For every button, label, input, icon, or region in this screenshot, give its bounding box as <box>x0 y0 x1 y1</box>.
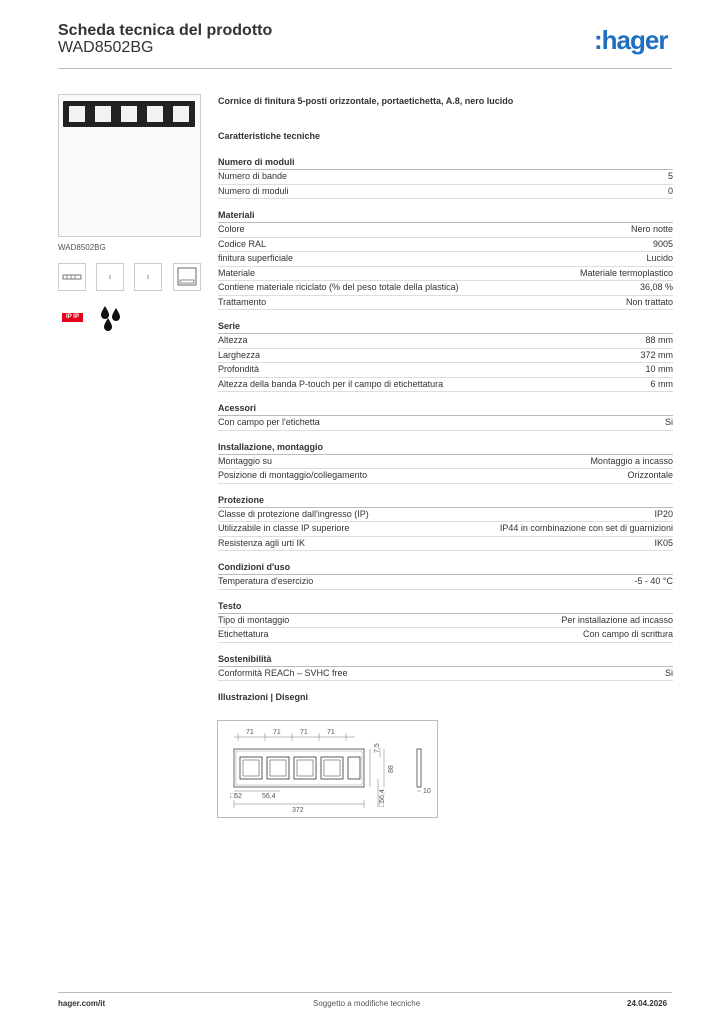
line-icon <box>96 263 124 291</box>
spec-value: 6 mm <box>650 378 673 389</box>
spec-value: Montaggio a incasso <box>590 455 673 466</box>
inner-height-label: □56,4 <box>379 789 386 807</box>
spec-label: Altezza della banda P-touch per il campo di etichettatura <box>218 378 444 389</box>
header-divider <box>58 68 672 69</box>
spec-section <box>218 157 673 199</box>
spec-row <box>218 628 673 643</box>
section-title: Acessori <box>218 403 673 416</box>
spec-section <box>218 654 673 682</box>
product-ref-label: WAD8502BG <box>58 243 106 252</box>
spec-value: Orizzontale <box>627 470 673 480</box>
spec-value: 372 mm <box>640 349 673 360</box>
opening-width-label: □52 <box>230 793 243 800</box>
spec-value: Si <box>664 667 673 678</box>
inner-width-label: 56,4 <box>262 793 276 800</box>
section-title: Sostenibilità <box>218 654 673 667</box>
spec-label: Numero di moduli <box>218 185 289 196</box>
product-code: WAD8502BG <box>58 39 154 56</box>
spec-row <box>218 296 673 311</box>
spec-row <box>218 185 673 200</box>
page-title: Scheda tecnica del prodotto <box>58 22 273 39</box>
footer-site[interactable]: hager.com/it <box>58 999 106 1008</box>
spec-section <box>218 321 673 392</box>
depth-label: 10 <box>423 788 431 795</box>
spec-row <box>218 378 673 393</box>
spec-row <box>218 469 673 484</box>
spec-value: Con campo di scrittura <box>582 629 673 639</box>
spec-label: Utilizzabile in classe IP superiore <box>218 523 350 533</box>
spec-section <box>218 495 673 552</box>
product-image <box>58 94 201 237</box>
footer-date: 24.04.2026 <box>627 999 668 1008</box>
section-title: Condizioni d'uso <box>218 562 673 575</box>
spec-section <box>218 562 673 590</box>
section-title: Serie <box>218 321 673 334</box>
spec-value: 0 <box>667 185 673 196</box>
spec-value: 5 <box>667 171 673 181</box>
product-description: Cornice di finitura 5-posti orizzontale, portaetichetta, A.8, nero lucido <box>218 96 514 106</box>
frame-icon <box>173 263 201 291</box>
spec-section <box>218 210 673 310</box>
spec-row <box>218 508 673 523</box>
spec-label: Tipo di montaggio <box>218 614 290 625</box>
spacing-label-2: 71 <box>273 729 281 736</box>
spec-value: Materiale termoplastico <box>579 267 673 278</box>
spec-content <box>218 96 673 708</box>
spec-label: Numero di bande <box>218 171 288 181</box>
spec-label: Temperatura d'esercizio <box>218 576 314 586</box>
spacing-label-4: 71 <box>327 729 335 736</box>
spec-value: 10 mm <box>645 364 673 374</box>
spec-label: Classe di protezione dall'ingresso (IP) <box>218 508 369 519</box>
spec-row <box>218 522 673 537</box>
spec-row <box>218 614 673 629</box>
spec-value: 88 mm <box>645 335 673 345</box>
spec-value: IK05 <box>654 537 673 548</box>
spec-row <box>218 416 673 431</box>
spec-label: Conformità REACh – SVHC free <box>218 667 348 678</box>
spec-row <box>218 267 673 282</box>
spec-section <box>218 601 673 643</box>
width-label: 372 <box>292 807 304 814</box>
height-label: 88 <box>388 765 395 773</box>
spec-label: finitura superficiale <box>218 253 294 263</box>
spec-label: Con campo per l'etichetta <box>218 417 320 427</box>
spec-value: Non trattato <box>625 296 673 307</box>
section-title: Testo <box>218 601 673 614</box>
section-title: Materiali <box>218 210 673 223</box>
spec-row <box>218 281 673 296</box>
spec-value: Si <box>664 417 673 427</box>
spec-label: Materiale <box>218 267 256 278</box>
spec-row <box>218 667 673 682</box>
spec-value: -5 - 40 °C <box>634 576 673 586</box>
spec-label: Posizione di montaggio/collegamento <box>218 470 368 480</box>
spec-row <box>218 349 673 364</box>
spec-label: Colore <box>218 224 245 234</box>
spec-sections <box>218 157 673 681</box>
frame-picture <box>63 101 195 127</box>
spec-label: Contiene materiale riciclato (% del peso totale della plastica) <box>218 282 459 292</box>
ip-badge: IP IP <box>62 313 83 322</box>
spec-value: IP44 in combinazione con set di guarnizioni <box>499 523 673 533</box>
footer-divider <box>58 992 672 993</box>
hager-logo: :hager <box>594 25 668 55</box>
spec-label: Altezza <box>218 335 248 345</box>
illustrations-title: Illustrazioni | Disegni <box>218 692 309 702</box>
spec-value: 9005 <box>652 238 673 249</box>
spec-label: Larghezza <box>218 349 261 360</box>
tech-heading: Caratteristiche tecniche <box>218 131 321 141</box>
spec-row <box>218 170 673 185</box>
spacing-label-1: 71 <box>246 729 254 736</box>
section-title: Numero di moduli <box>218 157 673 170</box>
spec-label: Etichettatura <box>218 629 269 639</box>
water-drops-icon <box>96 302 126 332</box>
spec-value: Nero notte <box>630 224 673 234</box>
line-icon <box>134 263 162 291</box>
spec-value: IP20 <box>654 508 673 519</box>
dimension-drawing <box>217 720 438 818</box>
spec-row <box>218 455 673 470</box>
top-offset-label: 7,5 <box>374 743 381 753</box>
footer-note: Soggetto a modifiche tecniche <box>313 999 421 1008</box>
spec-row <box>218 363 673 378</box>
spec-row <box>218 537 673 552</box>
section-title: Installazione, montaggio <box>218 442 673 455</box>
spec-row <box>218 238 673 253</box>
spacing-label-3: 71 <box>300 729 308 736</box>
spec-label: Codice RAL <box>218 238 267 249</box>
spec-value: 36,08 % <box>639 282 673 292</box>
spec-section <box>218 442 673 484</box>
spec-section <box>218 403 673 431</box>
spec-label: Resistenza agli urti IK <box>218 537 306 548</box>
spec-label: Trattamento <box>218 296 267 307</box>
spec-row <box>218 575 673 590</box>
spec-row <box>218 334 673 349</box>
spec-value: Lucido <box>646 253 673 263</box>
spec-label: Montaggio su <box>218 455 273 466</box>
section-title: Protezione <box>218 495 673 508</box>
spec-row <box>218 252 673 267</box>
module-strip-icon <box>58 263 86 291</box>
spec-value: Per installazione ad incasso <box>561 614 673 625</box>
spec-label: Profondità <box>218 364 260 374</box>
spec-row <box>218 223 673 238</box>
